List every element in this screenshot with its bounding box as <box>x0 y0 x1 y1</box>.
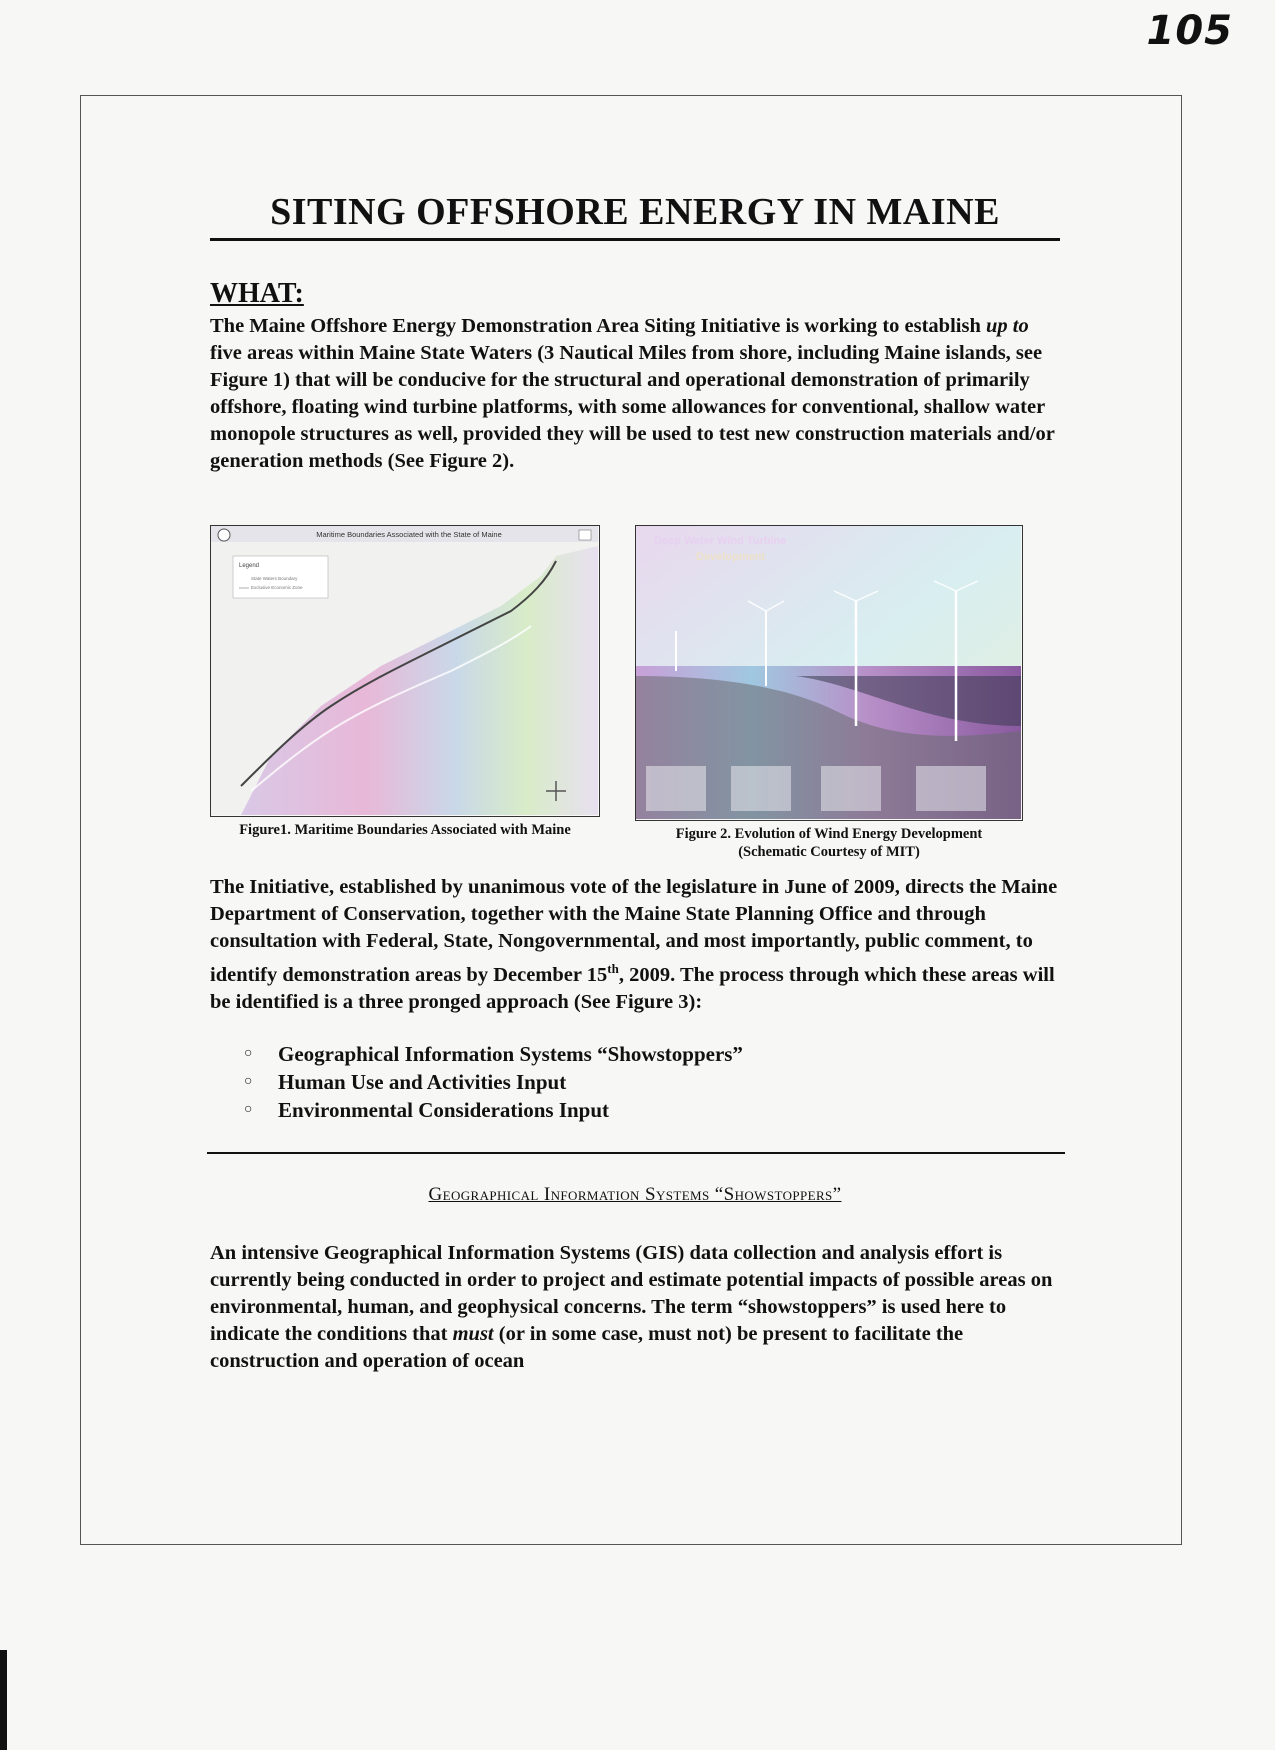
figure-1-caption: Figure1. Maritime Boundaries Associated with Maine <box>239 822 571 838</box>
document-title: SITING OFFSHORE ENERGY IN MAINE <box>210 190 1060 241</box>
emphasis-must: must <box>452 1322 494 1345</box>
handwritten-page-number: 105 <box>1146 8 1233 54</box>
superscript-th: th <box>607 961 619 976</box>
figure-1 <box>210 525 600 839</box>
hollow-bullet-icon: ○ <box>244 1045 253 1061</box>
map-legend-item-state-waters: State Waters Boundary <box>251 576 298 581</box>
map-legend-item-eez: Exclusive Economic Zone <box>251 585 303 590</box>
wind-turbine-schematic-image <box>635 525 1023 821</box>
initiative-paragraph: The Initiative, established by unanimous vote of the legislature in June of 2009, directs the Maine Department of Conservation, together with the Maine State Planning Office and through consultation with Federal, State, Nongovernmental, and most importantly, public comment, to identify demonstration areas by December 15th, 2009. The process through which these areas will be identified is a three pronged approach (See Figure 3): <box>210 876 1058 1013</box>
list-item: ○ Environmental Considerations Input <box>244 1097 610 1122</box>
section-divider <box>207 1152 1065 1154</box>
gis-section-heading: Geographical Information Systems “Showstoppers” <box>428 1183 842 1205</box>
map-legend-title: Legend <box>239 563 260 569</box>
what-paragraph: The Maine Offshore Energy Demonstration Area Siting Initiative is working to establish up to five areas within Maine State Waters (3 Nautical Miles from shore, including Maine islands, see Figure 1) that will be conducive for the structural and operational demonstration of primarily offshore, floating wind turbine platforms, with some allowances for conventional, shallow water monopole structures as well, provided they will be used to test new construction materials and/or generation methods (See Figure 2). <box>210 315 1055 472</box>
schematic-overlay-title-line-2: Development <box>696 551 766 563</box>
gis-paragraph: An intensive Geographical Information Systems (GIS) data collection and analysis effort is currently being conducted in order to project and estimate potential impacts of possible areas on environmental, human, and geophysical concerns. The term “showstoppers” is used here to indicate the conditions that must (or in some case, must not) be present to facilitate the construction and operation of ocean <box>210 1241 1053 1372</box>
figure-2-caption: Figure 2. Evolution of Wind Energy Development (Schematic Courtesy of MIT) <box>675 826 983 860</box>
hollow-bullet-icon: ○ <box>244 1073 253 1089</box>
document-body <box>210 190 1060 1375</box>
what-heading: WHAT: <box>210 278 304 309</box>
list-item: ○ Human Use and Activities Input <box>244 1069 567 1094</box>
list-item: ○ Geographical Information Systems “Showstoppers” <box>244 1041 743 1066</box>
figure-2 <box>635 525 1023 861</box>
map-title: Maritime Boundaries Associated with the State of Maine <box>316 530 502 539</box>
approach-bullet-list <box>244 1040 1060 1124</box>
emphasis-up-to: up to <box>985 315 1029 337</box>
hollow-bullet-icon: ○ <box>244 1101 253 1117</box>
maritime-map-image <box>210 525 600 817</box>
scan-edge-mark <box>0 1650 7 1750</box>
schematic-overlay-title-line-1: Deep Water Wind Turbine <box>654 535 787 547</box>
figures-row <box>210 525 1060 870</box>
